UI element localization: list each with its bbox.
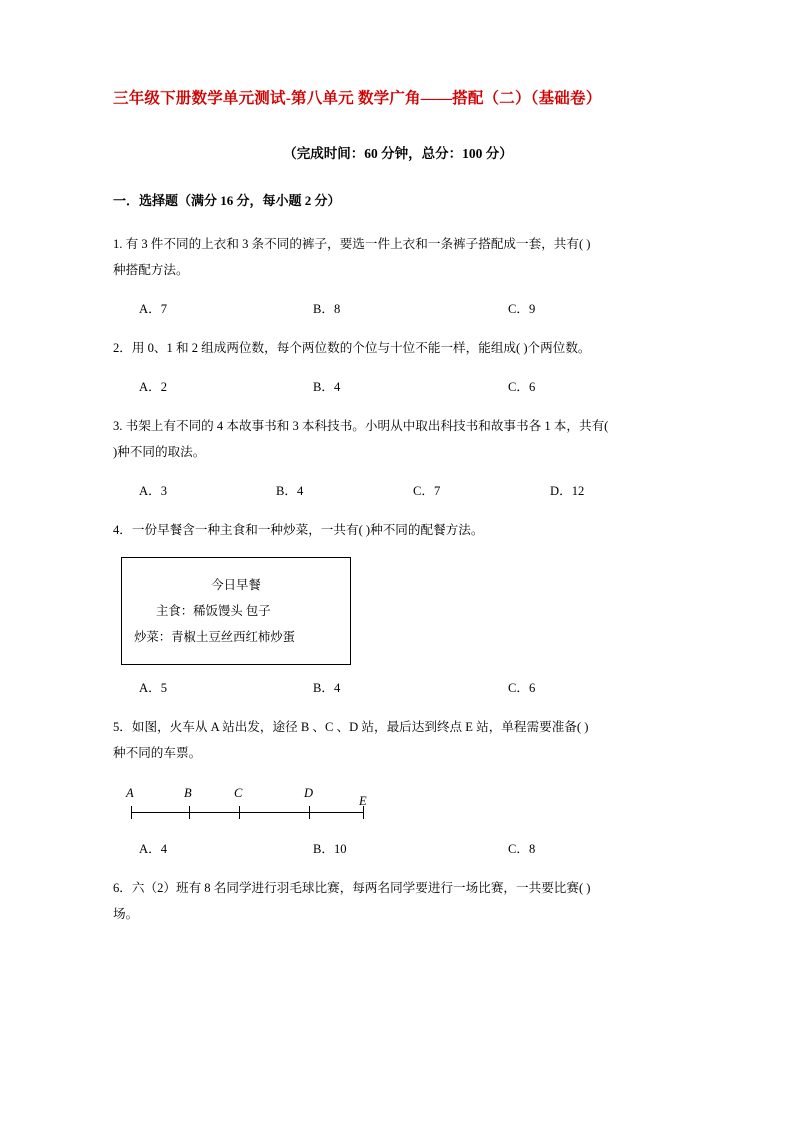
page-title: 三年级下册数学单元测试-第八单元 数学广角——搭配（二）（基础卷） xyxy=(113,90,602,107)
option-d[interactable]: D．12 xyxy=(550,483,585,498)
document-subtitle: （完成时间：60 分钟，总分：100 分） xyxy=(283,145,513,161)
option-c[interactable]: C．8 xyxy=(508,842,536,857)
question-1-text: 1. 有 3 件不同的上衣和 3 条不同的裤子，要选一件上衣和一条裤子搭配成一套，共有( ) xyxy=(113,236,591,251)
question-6-text: 6．六（2）班有 8 名同学进行羽毛球比赛，每两名同学要进行一场比赛，一共要比赛( ) xyxy=(113,881,591,896)
option-b[interactable]: B．4 xyxy=(313,681,341,696)
section-heading-choice: 一．选择题（满分 16 分，每小题 2 分） xyxy=(113,192,341,208)
option-a[interactable]: A．7 xyxy=(139,301,167,316)
question-2-options xyxy=(113,376,683,394)
question-3-text-cont: )种不同的取法。 xyxy=(113,444,206,459)
diagram-label-c: C xyxy=(234,786,243,801)
question-4-text: 4．一份早餐含一种主食和一种炒菜，一共有( )种不同的配餐方法。 xyxy=(113,522,484,537)
diagram-tick-c xyxy=(239,806,240,819)
option-b[interactable]: B．4 xyxy=(276,483,304,498)
option-c[interactable]: C．7 xyxy=(413,483,441,498)
question-5-text: 5．如图，火车从 A 站出发，途径 B 、C 、D 站，最后达到终点 E 站，单程需要准备( ) xyxy=(113,720,589,735)
option-a[interactable]: A．3 xyxy=(139,483,167,498)
option-b[interactable]: B．8 xyxy=(313,301,341,316)
document-content xyxy=(113,88,683,925)
diagram-tick-d xyxy=(309,806,310,819)
question-2-text: 2．用 0、1 和 2 组成两位数，每个两位数的个位与十位不能一样，能组成( )个两位数。 xyxy=(113,340,591,355)
question-3-options xyxy=(113,480,683,498)
question-3-text: 3. 书架上有不同的 4 本故事书和 3 本科技书。小明从中取出科技书和故事书各 1 本，共有( xyxy=(113,418,609,433)
menu-staple-line: 主食：稀饭馒头 包子 xyxy=(156,603,271,618)
question-1-text-cont: 种搭配方法。 xyxy=(113,262,189,277)
diagram-tick-a xyxy=(131,806,132,819)
question-5-text-cont: 种不同的车票。 xyxy=(113,746,202,761)
train-line-diagram xyxy=(123,782,383,832)
option-c[interactable]: C．6 xyxy=(508,379,536,394)
option-b[interactable]: B．10 xyxy=(313,842,347,857)
option-a[interactable]: A．4 xyxy=(139,842,167,857)
breakfast-menu-box xyxy=(121,557,351,665)
option-a[interactable]: A．2 xyxy=(139,379,167,394)
diagram-label-b: B xyxy=(184,786,192,801)
option-a[interactable]: A．5 xyxy=(139,681,167,696)
option-c[interactable]: C．6 xyxy=(508,681,536,696)
option-b[interactable]: B．4 xyxy=(313,379,341,394)
menu-title: 今日早餐 xyxy=(211,577,261,592)
question-5-options xyxy=(113,838,683,856)
question-1-options xyxy=(113,298,683,316)
question-6-text-cont: 场。 xyxy=(113,907,139,922)
diagram-label-a: A xyxy=(126,786,134,801)
option-c[interactable]: C．9 xyxy=(508,301,536,316)
diagram-tick-b xyxy=(189,806,190,819)
diagram-label-d: D xyxy=(304,786,314,801)
question-4-options xyxy=(113,677,683,695)
diagram-label-e: E xyxy=(359,794,367,809)
menu-dish-line: 炒菜：青椒土豆丝西红柿炒蛋 xyxy=(134,629,296,644)
diagram-axis-line xyxy=(131,812,363,813)
